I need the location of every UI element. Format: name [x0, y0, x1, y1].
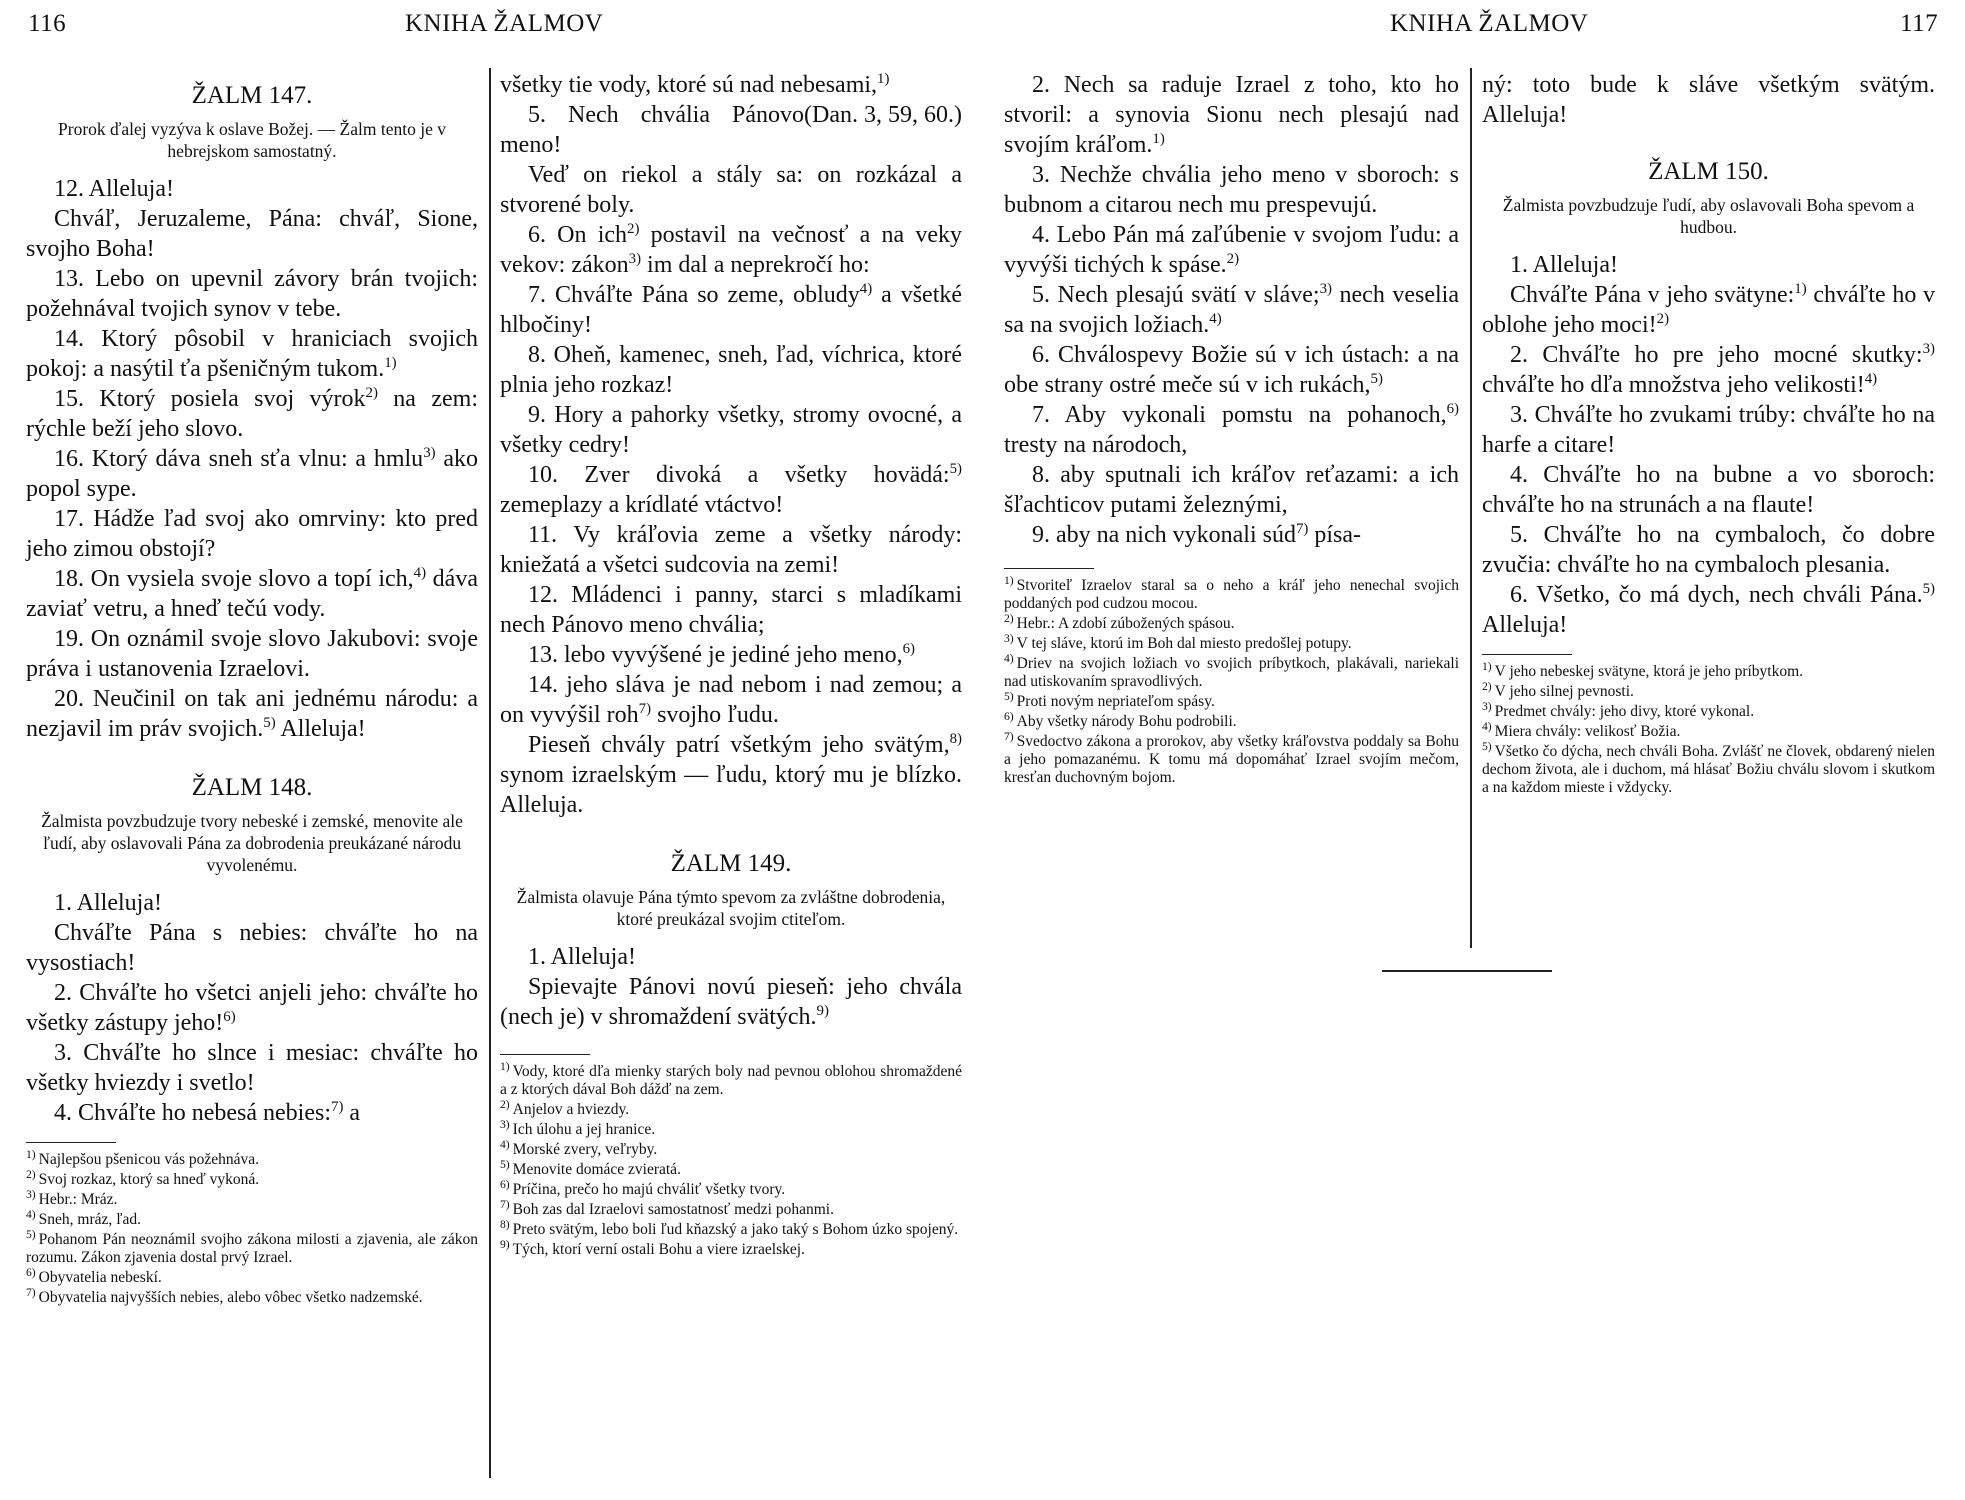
- right-column-1: [1004, 70, 1459, 789]
- verse-149-1b: Spievajte Pánovi novú pieseň: jeho chvála (nech je) v shromaždení svätých.$^{9)}$: [500, 974, 962, 1030]
- footnote: $^{5)}$ Proti novým nepriateľom spásy.: [1004, 689, 1215, 710]
- footnote: $^{3)}$ Predmet chvály: jeho divy, ktoré vykonal.: [1482, 699, 1755, 720]
- footnote: $^{5)}$ Pohanom Pán neoznámil svojho zákona milosti a zjavenia, ale zákon rozumu. Zákon zjavenia dostal prvý Izrael.: [26, 1227, 478, 1266]
- verse-150-1b: Chváľte Pána v jeho svätyne:$^{1)}$ chváľte ho v oblohe jeho moci!$^{2)}$: [1482, 281, 1936, 338]
- psalm-150-title: ŽALM 150.: [1648, 158, 1769, 185]
- verse-148-3: 3. Chváľte ho slnce i mesiac: chváľte ho všetky hviezdy i svetlo!: [26, 1040, 478, 1096]
- footnote: $^{6)}$ Obyvatelia nebeskí.: [26, 1265, 162, 1286]
- footnote: $^{1)}$ Stvoriteľ Izraelov staral sa o neho a kráľ jeho nenechal svojich poddaných pod cudzou mocou.: [1004, 573, 1459, 612]
- left-column-2: [500, 70, 962, 1261]
- verse-149-3: 3. Nechže chvália jeho meno v sboroch: s bubnom a citarou nech mu prespevujú.: [1004, 162, 1459, 218]
- verse-148-14c: Pieseň chvály patrí všetkým jeho svätým,$^{8)}$ synom izraelským — ľudu, ktorý mu je blízko. Alleluja.: [500, 731, 962, 818]
- verse-147-19: 19. On oznámil svoje slovo Jakubovi: svoje práva i ustanovenia Izraelovi.: [26, 626, 478, 682]
- end-rule: [1382, 970, 1552, 972]
- verse-147-13: 13. Lebo on upevnil závory brán tvojich: požehnával tvojich synov v tebe.: [26, 266, 478, 322]
- column-rule-left: [489, 68, 491, 1478]
- footnote-separator: [26, 1142, 116, 1143]
- verse-149-4: 4. Lebo Pán má zaľúbenie v svojom ľudu: a vyvýši tichých k spáse.$^{2)}$: [1004, 222, 1459, 278]
- column-rule-right: [1470, 68, 1472, 948]
- verse-149-9: 9. aby na nich vykonali súd$^{7)}$ písa-: [1032, 521, 1362, 548]
- footnote: $^{5)}$ Všetko čo dýcha, nech chváli Boha. Zvlášť ne človek, obdarený nielen dechom života, ale i duchom, má hlásať Božiu chválu slovom i skutkom a na každom mieste i vždycky.: [1482, 739, 1935, 796]
- verse-150-6: 6. Všetko, čo má dych, nech chváli Pána.$^{5)}$ Alleluja!: [1482, 581, 1935, 638]
- running-head-right: KNIHA ŽALMOV: [1390, 10, 1589, 37]
- psalm-147-intro: Prorok ďalej vyzýva k oslave Božej. — Žalm tento je v hebrejskom samostatný.: [58, 119, 446, 161]
- footnote: $^{7)}$ Svedoctvo zákona a prorokov, aby všetky kráľovstva poddaly sa Bohu a jeho pomazanému. K tomu má dopomáhať Izrael svojím mečom, kresťan duchovným bojom.: [1004, 729, 1459, 786]
- left-column-1: [26, 70, 478, 1309]
- footnote: $^{2)}$ Hebr.: A zdobí zúbožených spásou.: [1004, 611, 1235, 632]
- verse-148-10: 10. Zver divoká a všetky hovädá:$^{5)}$ zemeplazy a krídlaté vtáctvo!: [500, 461, 962, 518]
- footnote: $^{5)}$ Menovite domáce zvieratá.: [500, 1157, 681, 1178]
- verse-147-20: 20. Neučinil on tak ani jednému národu: a nezjavil im práv svojich.$^{5)}$ Alleluja!: [26, 686, 478, 742]
- verse-148-14: 14. jeho sláva je nad nebom i nad zemou; a on vyvýšil roh$^{7)}$ svojho ľudu.: [500, 672, 962, 728]
- footnote: $^{3)}$ Hebr.: Mráz.: [26, 1187, 118, 1208]
- footnote: $^{3)}$ V tej sláve, ktorú im Boh dal miesto predošlej potupy.: [1004, 631, 1352, 652]
- verse-148-5b: Veď on riekol a stály sa: on rozkázal a stvorené boly.: [500, 162, 962, 218]
- verse-150-4: 4. Chváľte ho na bubne a vo sboroch: chváľte ho na strunách a na flaute!: [1482, 462, 1935, 518]
- footnotes-left-col1: [26, 1147, 478, 1307]
- footnote: $^{1)}$ Najlepšou pšenicou vás požehnáva.: [26, 1147, 260, 1168]
- footnote-separator: [500, 1054, 590, 1055]
- verse-148-9: 9. Hory a pahorky všetky, stromy ovocné, a všetky cedry!: [500, 402, 962, 458]
- footnotes-left-col2: [500, 1059, 962, 1259]
- footnote: $^{6)}$ Aby všetky národy Bohu podrobili.: [1004, 709, 1237, 730]
- footnote: $^{7)}$ Obyvatelia najvyšších nebies, alebo vôbec všetko nadzemské.: [26, 1285, 423, 1306]
- page-number-right: 117: [1900, 10, 1939, 37]
- footnote-separator: [1004, 568, 1094, 569]
- verse-149-2: 2. Nech sa raduje Izrael z toho, kto ho stvoril: a synovia Sionu nech plesajú nad svojím kráľom.$^{1)}$: [1004, 72, 1459, 158]
- psalm-149-intro: Žalmista olavuje Pána týmto spevom za zvláštne dobrodenia, ktoré preukázal svojim ctiteľom.: [516, 887, 946, 929]
- verse-148-1a: 1. Alleluja!: [54, 890, 162, 916]
- footnote: $^{4)}$ Driev na svojich ložiach vo svojich príbytkoch, plakávali, nariekali nad utiskovaním spravodlivých.: [1004, 651, 1459, 690]
- footnote: $^{6)}$ Príčina, prečo ho majú chváliť všetky tvory.: [500, 1177, 786, 1198]
- right-column-2: [1482, 70, 1935, 799]
- verse-147-18: 18. On vysiela svoje slovo a topí ich,$^{4)}$ dáva zaviať vetru, a hneď tečú vody.: [26, 565, 478, 622]
- verse-149-8: 8. aby sputnali ich kráľov reťazami: a ich šľachticov putami železnými,: [1004, 462, 1459, 518]
- verse-149-9-cont: ný: toto bude k sláve všetkým svätým. Alleluja!: [1482, 72, 1935, 128]
- verse-149-7: 7. Aby vykonali pomstu na pohanoch,$^{6)}$ tresty na národoch,: [1004, 401, 1459, 458]
- footnotes-right-col2: [1482, 659, 1935, 797]
- verse-150-1a: 1. Alleluja!: [1510, 252, 1618, 278]
- verse-147-15: 15. Ktorý posiela svoj výrok$^{2)}$ na zem: rýchle beží jeho slovo.: [26, 385, 478, 442]
- verse-148-12: 12. Mládenci i panny, starci s mladíkami nech Pánovo meno chvália;: [500, 582, 962, 638]
- footnote: $^{1)}$ Vody, ktoré dľa mienky starých boly nad pevnou oblohou shromaždené a z ktorých dával Boh dážď na zem.: [500, 1059, 962, 1098]
- footnote: $^{3)}$ Ich úlohu a jej hranice.: [500, 1117, 656, 1138]
- verse-148-13: 13. lebo vyvýšené je jediné jeho meno,$^{6)}$: [528, 641, 915, 668]
- verse-147-12b: Chváľ, Jeruzaleme, Pána: chváľ, Sione, svojho Boha!: [26, 206, 478, 262]
- verse-148-2: 2. Chváľte ho všetci anjeli jeho: chváľte ho všetky zástupy jeho!$^{6)}$: [26, 980, 478, 1036]
- verse-147-17: 17. Hádže ľad svoj ako omrviny: kto pred jeho zimou obstojí?: [26, 506, 478, 562]
- verse-147-14: 14. Ktorý pôsobil v hraniciach svojich pokoj: a nasýtil ťa pšeničným tukom.$^{1)}$: [26, 326, 478, 382]
- footnote: $^{4)}$ Sneh, mráz, ľad.: [26, 1207, 141, 1228]
- verse-150-2: 2. Chváľte ho pre jeho mocné skutky:$^{3)}$ chváľte ho dľa množstva jeho velikosti!$^{4)}$: [1482, 341, 1935, 398]
- verse-148-4-cont: všetky tie vody, ktoré sú nad nebesami,$^{1)}$ (Dan. 3, 59, 60.): [500, 71, 962, 128]
- footnote: $^{4)}$ Morské zvery, veľryby.: [500, 1137, 658, 1158]
- verse-149-1a: 1. Alleluja!: [528, 944, 636, 970]
- verse-148-6: 6. On ich$^{2)}$ postavil na večnosť a na veky vekov: zákon$^{3)}$ im dal a neprekročí ho:: [500, 221, 962, 278]
- footnote: $^{7)}$ Boh zas dal Izraelovi samostatnosť medzi pohanmi.: [500, 1197, 834, 1218]
- left-page: [0, 0, 982, 1500]
- footnote: $^{1)}$ V jeho nebeskej svätyne, ktorá je jeho príbytkom.: [1482, 659, 1804, 680]
- verse-148-7: 7. Chváľte Pána so zeme, obludy$^{4)}$ a všetké hlbočiny!: [500, 281, 963, 338]
- verse-148-1b: Chváľte Pána s nebies: chváľte ho na vysostiach!: [26, 920, 478, 976]
- verse-148-5: 5. Nech chvália Pánovo meno!: [500, 102, 805, 158]
- footnote: $^{9)}$ Tých, ktorí verní ostali Bohu a viere izraelskej.: [500, 1237, 805, 1258]
- verse-150-5: 5. Chváľte ho na cymbaloch, čo dobre zvučia: chváľte ho na cymbaloch plesania.: [1482, 522, 1935, 578]
- running-head-left: KNIHA ŽALMOV: [405, 10, 604, 37]
- psalm-149-title: ŽALM 149.: [670, 850, 792, 877]
- verse-148-11: 11. Vy kráľovia zeme a všetky národy: kniežatá a všetci sudcovia na zemi!: [500, 522, 962, 578]
- right-page: [982, 0, 1965, 1500]
- psalm-147-title: ŽALM 147.: [191, 82, 313, 109]
- footnote-separator: [1482, 654, 1572, 655]
- footnote: $^{2)}$ Svoj rozkaz, ktorý sa hneď vykoná.: [26, 1167, 260, 1188]
- verse-150-3: 3. Chváľte ho zvukami trúby: chváľte ho na harfe a citare!: [1482, 402, 1935, 458]
- page-number-left: 116: [28, 10, 67, 37]
- verse-147-12a: 12. Alleluja!: [54, 176, 174, 202]
- footnotes-right-col1: [1004, 573, 1459, 787]
- verse-149-5: 5. Nech plesajú svätí v sláve;$^{3)}$ nech veselia sa na svojich ložiach.$^{4)}$: [1004, 281, 1459, 338]
- psalm-148-title: ŽALM 148.: [191, 774, 313, 801]
- footnote: $^{2)}$ Anjelov a hviezdy.: [500, 1097, 630, 1118]
- verse-148-4: 4. Chváľte ho nebesá nebies:$^{7)}$ a: [54, 1099, 361, 1126]
- verse-148-8: 8. Oheň, kamenec, sneh, ľad, víchrica, ktoré plnia jeho rozkaz!: [500, 342, 962, 398]
- verse-149-6: 6. Chválospevy Božie sú v ich ústach: a na obe strany ostré meče sú v ich rukách,$^{5)}$: [1004, 342, 1459, 398]
- footnote: $^{4)}$ Miera chvály: velikosť Božia.: [1482, 719, 1681, 740]
- psalm-148-intro: Žalmista povzbudzuje tvory nebeské i zemské, menovite ale ľudí, aby oslavovali Pána za dobrodenia preukázané národu vyvolenému.: [41, 811, 463, 875]
- footnote: $^{2)}$ V jeho silnej pevnosti.: [1482, 679, 1634, 700]
- verse-147-16: 16. Ktorý dáva sneh sťa vlnu: a hmlu$^{3)}$ ako popol sype.: [26, 445, 479, 502]
- footnote: $^{8)}$ Preto svätým, lebo boli ľud kňazský a jako taký s Bohom úzko spojený.: [500, 1217, 959, 1238]
- psalm-150-intro: Žalmista povzbudzuje ľudí, aby oslavovali Boha spevom a hudbou.: [1502, 195, 1915, 237]
